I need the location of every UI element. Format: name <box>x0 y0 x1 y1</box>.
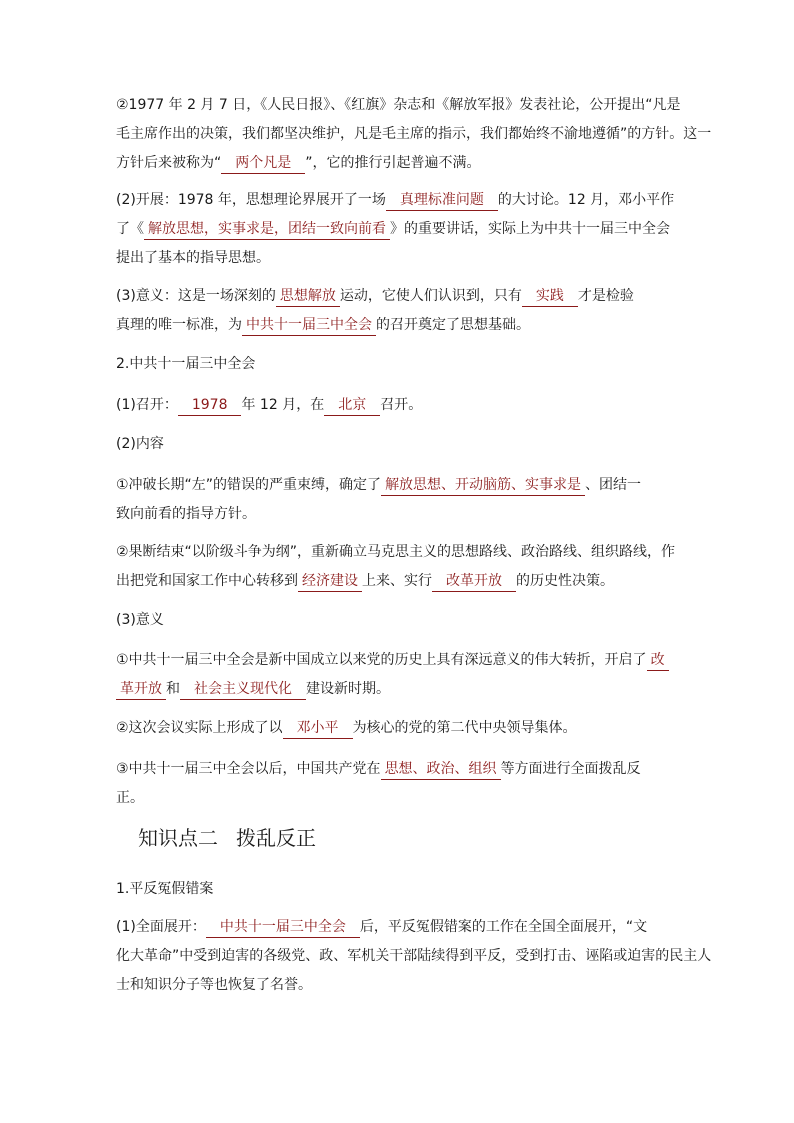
paragraph-line <box>116 471 698 500</box>
text: 真理的唯一标准，为 <box>116 317 242 333</box>
fill-blank-answer: 思想、政治、组织 <box>381 760 501 780</box>
text: 了《 <box>116 221 144 237</box>
text: ②这次会议实际上形成了以 <box>116 720 283 736</box>
text: (3)意义 <box>116 612 164 628</box>
paragraph-line <box>116 646 698 675</box>
text: 等方面进行全面拨乱反 <box>500 761 641 777</box>
paragraph-line <box>116 500 698 529</box>
fill-blank-answer: 中共十一届三中全会 <box>242 316 376 336</box>
paragraph-line <box>116 311 698 340</box>
text: 才是检验 <box>577 288 634 304</box>
text: 的大讨论。12 月，邓小平作 <box>497 192 675 208</box>
text: 正。 <box>116 790 144 806</box>
text: (2)开展：1978 年，思想理论界展开了一场 <box>116 192 386 208</box>
text: ②果断结束“以阶级斗争为纲”，重新确立马克思主义的思想路线、政治路线、组织路线，作 <box>116 544 676 560</box>
fill-blank-answer: 解放思想、开动脑筋、实事求是 <box>381 476 585 496</box>
text: 化大革命”中受到迫害的各级党、政、军机关干部陆续得到平反，受到打击、诬陷或迫害的民主人 <box>116 948 712 964</box>
paragraph-line <box>116 675 698 704</box>
fill-blank-answer: 真理标准问题 <box>386 191 498 211</box>
paragraph-line <box>116 149 698 178</box>
paragraph-line <box>116 186 698 215</box>
paragraph-line <box>116 913 698 942</box>
fill-blank-answer: 经济建设 <box>298 572 362 592</box>
text: (1)召开： <box>116 397 178 413</box>
fill-blank-answer: 改革开放 <box>432 572 516 592</box>
text: 出把党和国家工作中心转移到 <box>116 573 298 589</box>
fill-blank-answer: 革开放 <box>116 680 166 700</box>
subheading <box>116 350 698 379</box>
paragraph-line <box>116 942 712 971</box>
paragraph-line <box>116 91 698 120</box>
paragraph-line <box>116 391 698 420</box>
text: 后，平反冤假错案的工作在全国全面展开，“文 <box>359 919 648 935</box>
fill-blank-answer: 中共十一届三中全会 <box>206 918 360 938</box>
paragraph-line <box>116 567 698 596</box>
section-title <box>138 823 316 853</box>
text: 召开。 <box>380 397 423 413</box>
fill-blank-answer: 思想解放 <box>276 287 340 307</box>
text: 、团结一 <box>585 477 642 493</box>
fill-blank-answer: 1978 <box>178 396 242 416</box>
text: 的历史性决策。 <box>516 573 614 589</box>
text: 运动，它使人们认识到，只有 <box>339 288 522 304</box>
text: ②1977 年 2 月 7 日，《人民日报》、《红旗》杂志和《解放军报》发表社论，公开提出“凡是 <box>116 97 681 113</box>
fill-blank-answer: 实践 <box>522 287 578 307</box>
paragraph-line <box>116 971 698 1000</box>
text: (2)内容 <box>116 436 164 452</box>
paragraph-line <box>116 430 698 459</box>
subheading <box>116 875 698 904</box>
text: ①冲破长期“左”的错误的严重束缚，确定了 <box>116 477 382 493</box>
text: (1)全面展开： <box>116 919 206 935</box>
text: 士和知识分子等也恢复了名誉。 <box>116 977 312 993</box>
text: ③中共十一届三中全会以后，中国共产党在 <box>116 761 381 777</box>
section-title-number: 知识点二 <box>138 826 218 850</box>
fill-blank-answer: 改 <box>647 651 669 671</box>
fill-blank-answer: 邓小平 <box>283 719 353 739</box>
fill-blank-answer: 解放思想，实事求是，团结一致向前看 <box>144 220 390 240</box>
fill-blank-answer: 北京 <box>324 396 380 416</box>
text: 1.平反冤假错案 <box>116 881 214 897</box>
text: 年 12 月，在 <box>241 397 325 413</box>
paragraph-line <box>116 538 698 567</box>
text: 》的重要讲话，实际上为中共十一届三中全会 <box>390 221 670 237</box>
section-title-text: 拨乱反正 <box>236 826 316 850</box>
text: 建设新时期。 <box>306 681 390 697</box>
text: 提出了基本的指导思想。 <box>116 250 270 266</box>
paragraph-line <box>116 755 698 784</box>
text: ①中共十一届三中全会是新中国成立以来党的历史上具有深远意义的伟大转折，开启了 <box>116 652 647 668</box>
paragraph-line <box>116 606 698 635</box>
paragraph-line <box>116 215 698 244</box>
text: 致向前看的指导方针。 <box>116 506 256 522</box>
paragraph-line <box>116 784 698 813</box>
text: ”，它的推行引起普遍不满。 <box>305 155 481 171</box>
text: (3)意义：这是一场深刻的 <box>116 288 276 304</box>
text: 为核心的党的第二代中央领导集体。 <box>352 720 577 736</box>
text: 和 <box>166 681 180 697</box>
paragraph-line <box>116 714 698 743</box>
text: 毛主席作出的决策，我们都坚决维护，凡是毛主席的指示，我们都始终不渝地遵循”的方针。这一 <box>116 126 712 142</box>
paragraph-line <box>116 244 698 273</box>
fill-blank-answer: 两个凡是 <box>221 154 305 174</box>
text: 上来、实行 <box>362 573 432 589</box>
fill-blank-answer: 社会主义现代化 <box>180 680 306 700</box>
paragraph-line <box>116 282 698 311</box>
text: 方针后来被称为“ <box>116 155 222 171</box>
paragraph-line <box>116 120 712 149</box>
text: 的召开奠定了思想基础。 <box>376 317 530 333</box>
text: 2.中共十一届三中全会 <box>116 356 256 372</box>
